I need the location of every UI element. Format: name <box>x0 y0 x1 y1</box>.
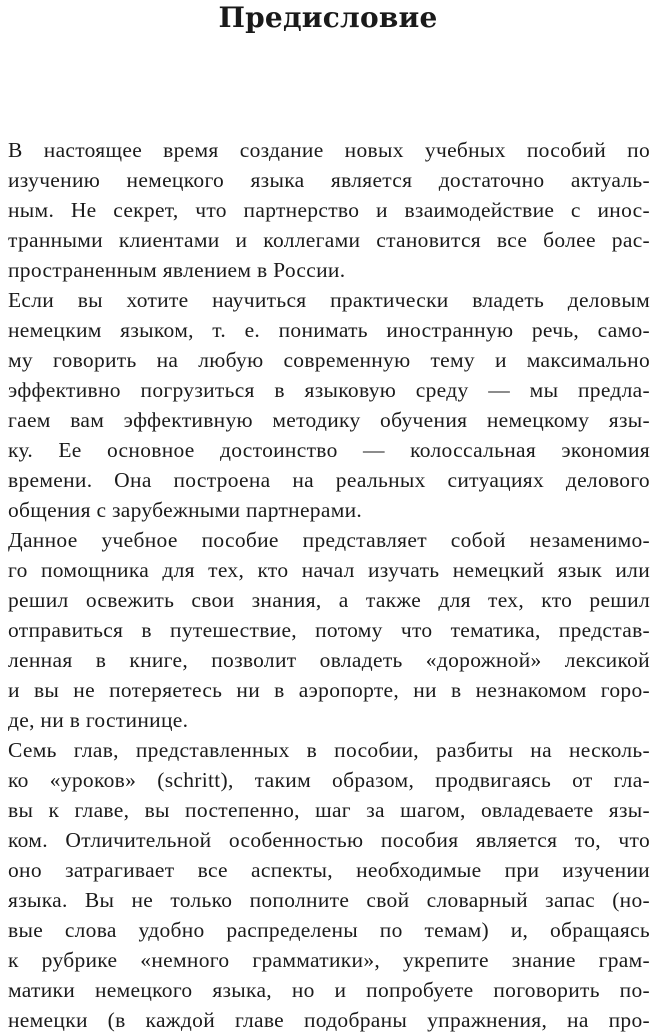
text-line: и вы не потеряетесь ни в аэропорте, ни в незнакомом горо- <box>8 678 650 702</box>
text-line: В настоящее время создание новых учебных пособий по <box>8 138 650 162</box>
text-line: решил освежить свои знания, а также для тех, кто решил <box>8 588 650 612</box>
text-line: го помощника для тех, кто начал изучать немецкий язык или <box>8 558 650 582</box>
text-line: к рубрике «немного грамматики», укрепите знание грам- <box>8 948 650 972</box>
text-line: ку. Ее основное достоинство — колоссальная экономия <box>8 438 650 462</box>
text-line: гаем вам эффективную методику обучения немецкому язы- <box>8 408 650 432</box>
text-line: эффективно погрузиться в языковую среду — мы предла- <box>8 378 650 402</box>
text-line: немецки (в каждой главе подобраны упражнения, на про- <box>8 1008 650 1032</box>
text-line: изучению немецкого языка является достаточно актуаль- <box>8 168 650 192</box>
text-line: де, ни в гостинице. <box>8 708 189 732</box>
text-line: немецким языком, т. е. понимать иностранную речь, само- <box>8 318 650 342</box>
preface-body <box>8 135 650 1035</box>
text-line: времени. Она построена на реальных ситуациях делового <box>8 468 650 492</box>
text-line: языка. Вы не только пополните свой словарный запас (но- <box>8 888 650 912</box>
text-line: отправиться в путешествие, потому что тематика, представ- <box>8 618 650 642</box>
text-line: транными клиентами и коллегами становится все более рас- <box>8 228 650 252</box>
text-line: Семь глав, представленных в пособии, разбиты на несколь- <box>8 738 650 762</box>
text-line: ко «уроков» (schritt), таким образом, продвигаясь от гла- <box>8 768 650 792</box>
text-line: оно затрагивает все аспекты, необходимые при изучении <box>8 858 650 882</box>
text-line: пространенным явлением в России. <box>8 258 346 282</box>
text-line: вы к главе, вы постепенно, шаг за шагом, овладеваете язы- <box>8 798 650 822</box>
text-line: ленная в книге, позволит овладеть «дорожной» лексикой <box>8 648 650 672</box>
text-line: вые слова удобно распределены по темам) и, обращаясь <box>8 918 650 942</box>
text-line: матики немецкого языка, но и попробуете поговорить по- <box>8 978 650 1002</box>
text-line: Если вы хотите научиться практически владеть деловым <box>8 288 650 312</box>
text-line: общения с зарубежными партнерами. <box>8 498 363 522</box>
text-line: ком. Отличительной особенностью пособия является то, что <box>8 828 650 852</box>
page-title: Предисловие <box>218 1 438 34</box>
text-line: му говорить на любую современную тему и максимально <box>8 348 650 372</box>
text-line: Данное учебное пособие представляет собой незаменимо- <box>8 528 650 552</box>
text-line: ным. Не секрет, что партнерство и взаимодействие с инос- <box>8 198 650 222</box>
